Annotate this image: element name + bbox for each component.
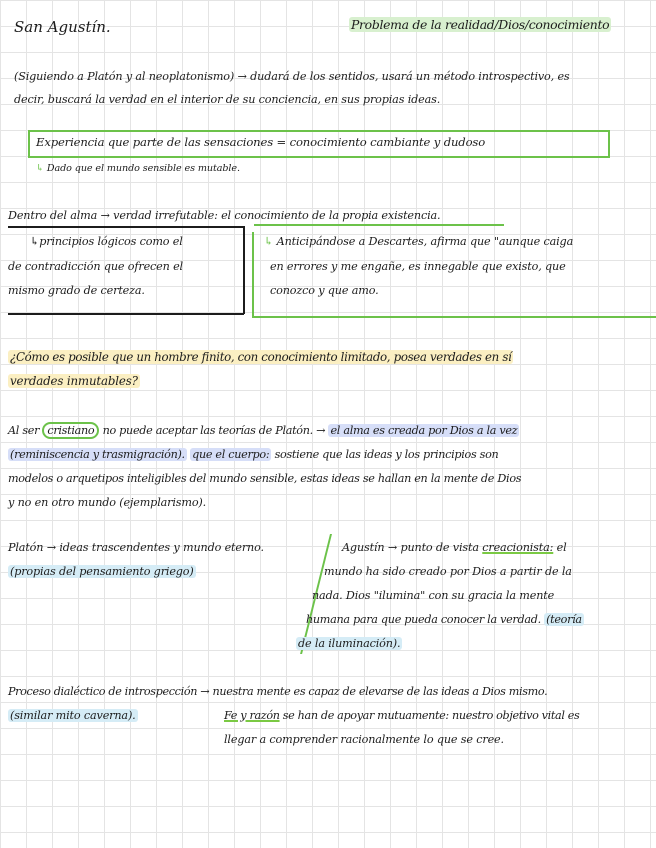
intro-line-1: (Siguiendo a Platón y al neoplatonismo) → dudará de los sentidos, usará un método introspectivo, es (14, 70, 570, 83)
alma-heading: Dentro del alma → verdad irrefutable: el conocimiento de la propia existencia. (8, 209, 441, 222)
alma-underline (254, 224, 504, 226)
cristiano-line-1: Al ser cristiano no puede aceptar las teorías de Platón. → el alma es creada por Dios a la vez (8, 424, 518, 437)
cristiano-line-4: y no en otro mundo (ejemplarismo). (8, 496, 207, 509)
alma-divider (8, 226, 244, 228)
alma-left-bottom (8, 313, 244, 315)
proceso-line-3: llegar a comprender racionalmente lo que se cree. (224, 733, 504, 746)
alma-left-line-1: ↳principios lógicos como el (30, 235, 183, 248)
alma-left-line-2: de contradicción que ofrecen el (8, 260, 183, 273)
page-title: San Agustín. (14, 18, 111, 36)
sensations-note: ↳ Dado que el mundo sensible es mutable. (36, 163, 240, 174)
proceso-line-2b: Fe y razón se han de apoyar mutuamente: nuestro objetivo vital es (224, 709, 580, 722)
question-line-1: ¿Cómo es posible que un hombre finito, con conocimiento limitado, posea verdades en sí (10, 350, 512, 364)
alma-right-line-3: conozco y que amo. (270, 284, 379, 297)
cristiano-line-3: modelos o arquetipos inteligibles del mundo sensible, estas ideas se hallan en la mente de Dios (8, 472, 522, 485)
topic-title: Problema de la realidad/Dios/conocimiento (351, 17, 610, 32)
agustin-line-1: Agustín → punto de vista creacionista: el (342, 541, 567, 554)
agustin-line-3: nada. Dios "ilumina" con su gracia la mente (312, 589, 555, 602)
alma-left-line-3: mismo grado de certeza. (8, 284, 145, 297)
alma-right-border (252, 232, 254, 318)
alma-right-line-1: ↳ Anticipándose a Descartes, afirma que "aunque caiga (264, 235, 574, 248)
cristiano-circled: cristiano (42, 422, 99, 439)
alma-right-line-2: en errores y me engañe, es innegable que existo, que (270, 260, 566, 273)
platon-line-1: Platón → ideas trascendentes y mundo eterno. (8, 541, 264, 554)
platon-line-2: (propias del pensamiento griego) (10, 565, 194, 578)
arrow-icon: ↳ (36, 163, 44, 174)
agustin-line-2: mundo ha sido creado por Dios a partir de la (324, 565, 572, 578)
arrow-icon: ↳ (30, 235, 40, 248)
arrow-icon: ↳ (264, 235, 274, 248)
question-line-2: verdades inmutables? (10, 374, 138, 388)
alma-left-border (243, 226, 245, 314)
agustin-line-5: de la iluminación). (298, 637, 401, 650)
agustin-line-4: humana para que pueda conocer la verdad. (teoría (306, 613, 582, 626)
proceso-line-2a: (similar mito caverna). (10, 709, 136, 722)
cristiano-line-2: (reminiscencia y trasmigración). que el cuerpo: sostiene que las ideas y los principios son (10, 448, 499, 461)
alma-right-bottom (252, 316, 656, 318)
intro-line-2: decir, buscará la verdad en el interior de su conciencia, en sus propias ideas. (14, 93, 441, 106)
proceso-line-1: Proceso dialéctico de introspección → nuestra mente es capaz de elevarse de las ideas a Dios mismo. (8, 685, 548, 698)
sensations-text: Experiencia que parte de las sensaciones = conocimiento cambiante y dudoso (36, 135, 486, 149)
